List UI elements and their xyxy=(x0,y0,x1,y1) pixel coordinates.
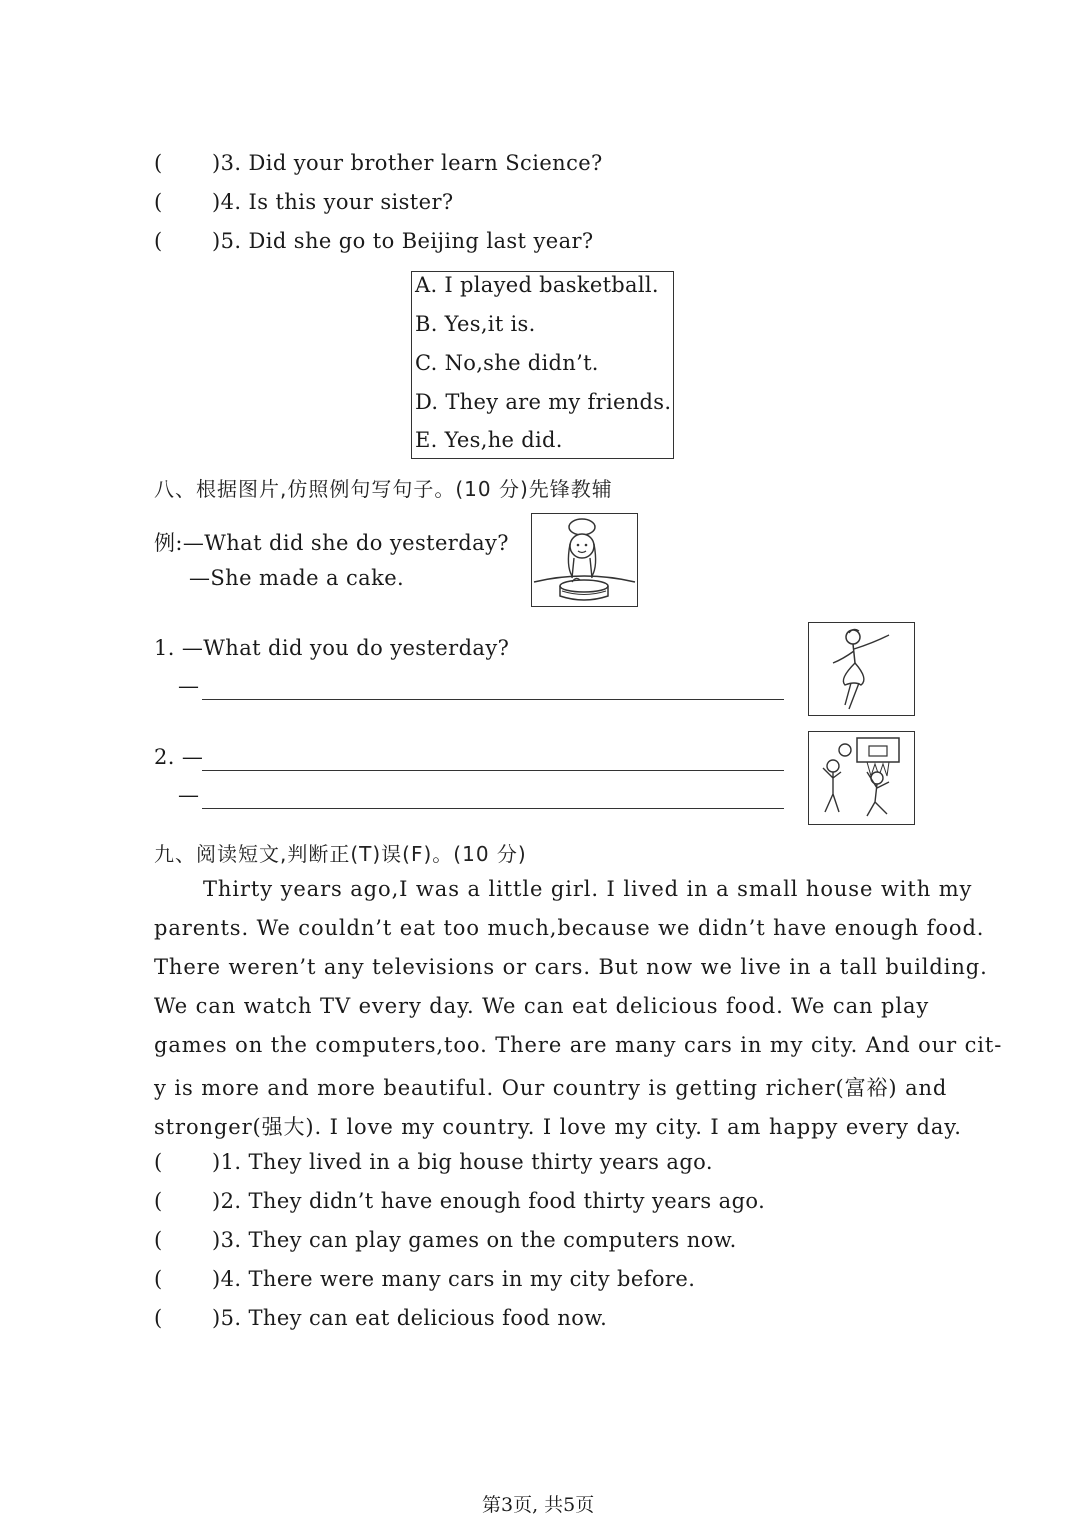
question-text: )3. Did your brother learn Science? xyxy=(212,151,603,175)
girl-making-cake-picture xyxy=(531,513,638,607)
answer-2-dash: — xyxy=(178,783,200,807)
kids-playing-basketball-picture xyxy=(808,731,915,825)
question-text: )5. Did she go to Beijing last year? xyxy=(212,229,594,253)
passage-line-2: parents. We couldn’t eat too much,because we didn’t have enough food. xyxy=(154,916,985,940)
answer-blank[interactable]: ( xyxy=(154,1150,163,1174)
question-text: )4. Is this your sister? xyxy=(212,190,454,214)
matching-question-3 xyxy=(154,151,603,175)
tf-question-1 xyxy=(154,1150,713,1174)
passage-line-6: y is more and more beautiful. Our country is getting richer(富裕) and xyxy=(154,1076,948,1100)
question-2: 2. — xyxy=(154,745,204,769)
answer-1-line[interactable] xyxy=(202,699,784,700)
passage-line-1: Thirty years ago,I was a little girl. I lived in a small house with my xyxy=(203,877,973,901)
question-text: )5. They can eat delicious food now. xyxy=(212,1306,608,1330)
answer-blank[interactable]: ( xyxy=(154,1267,163,1291)
passage-line-3: There weren’t any televisions or cars. But now we live in a tall building. xyxy=(154,955,988,979)
matching-question-4 xyxy=(154,190,454,214)
option-a: A. I played basketball. xyxy=(415,273,659,297)
girl-dancing-picture xyxy=(808,622,915,716)
section-8-title: 八、根据图片,仿照例句写句子。(10 分)先锋教辅 xyxy=(154,477,613,501)
question-text: )2. They didn’t have enough food thirty years ago. xyxy=(212,1189,766,1213)
option-d: D. They are my friends. xyxy=(415,390,672,414)
question-1: 1. —What did you do yesterday? xyxy=(154,636,510,660)
question-text: )3. They can play games on the computers now. xyxy=(212,1228,737,1252)
option-c: C. No,she didn’t. xyxy=(415,351,599,375)
option-b: B. Yes,it is. xyxy=(415,312,536,336)
matching-question-5 xyxy=(154,229,594,253)
passage-line-7: stronger(强大). I love my country. I love my city. I am happy every day. xyxy=(154,1115,962,1139)
answer-options-box xyxy=(411,271,674,459)
example-answer: —She made a cake. xyxy=(189,566,405,590)
question-2-line[interactable] xyxy=(202,770,784,771)
answer-1-dash: — xyxy=(178,674,200,698)
example-question: 例:—What did she do yesterday? xyxy=(154,531,509,555)
section-9-title: 九、阅读短文,判断正(T)误(F)。(10 分) xyxy=(154,842,527,866)
tf-question-3 xyxy=(154,1228,737,1252)
page-footer: 第3页, 共5页 xyxy=(482,1494,595,1516)
answer-blank[interactable]: ( xyxy=(154,151,163,175)
answer-2-line[interactable] xyxy=(202,808,784,809)
answer-blank[interactable]: ( xyxy=(154,1189,163,1213)
tf-question-4 xyxy=(154,1267,695,1291)
passage-line-5: games on the computers,too. There are many cars in my city. And our cit- xyxy=(154,1033,1003,1057)
question-text: )4. There were many cars in my city before. xyxy=(212,1267,696,1291)
tf-question-5 xyxy=(154,1306,607,1330)
answer-blank[interactable]: ( xyxy=(154,229,163,253)
answer-blank[interactable]: ( xyxy=(154,1228,163,1252)
answer-blank[interactable]: ( xyxy=(154,190,163,214)
answer-blank[interactable]: ( xyxy=(154,1306,163,1330)
tf-question-2 xyxy=(154,1189,765,1213)
question-text: )1. They lived in a big house thirty years ago. xyxy=(212,1150,713,1174)
passage-line-4: We can watch TV every day. We can eat delicious food. We can play xyxy=(154,994,930,1018)
option-e: E. Yes,he did. xyxy=(415,428,563,452)
